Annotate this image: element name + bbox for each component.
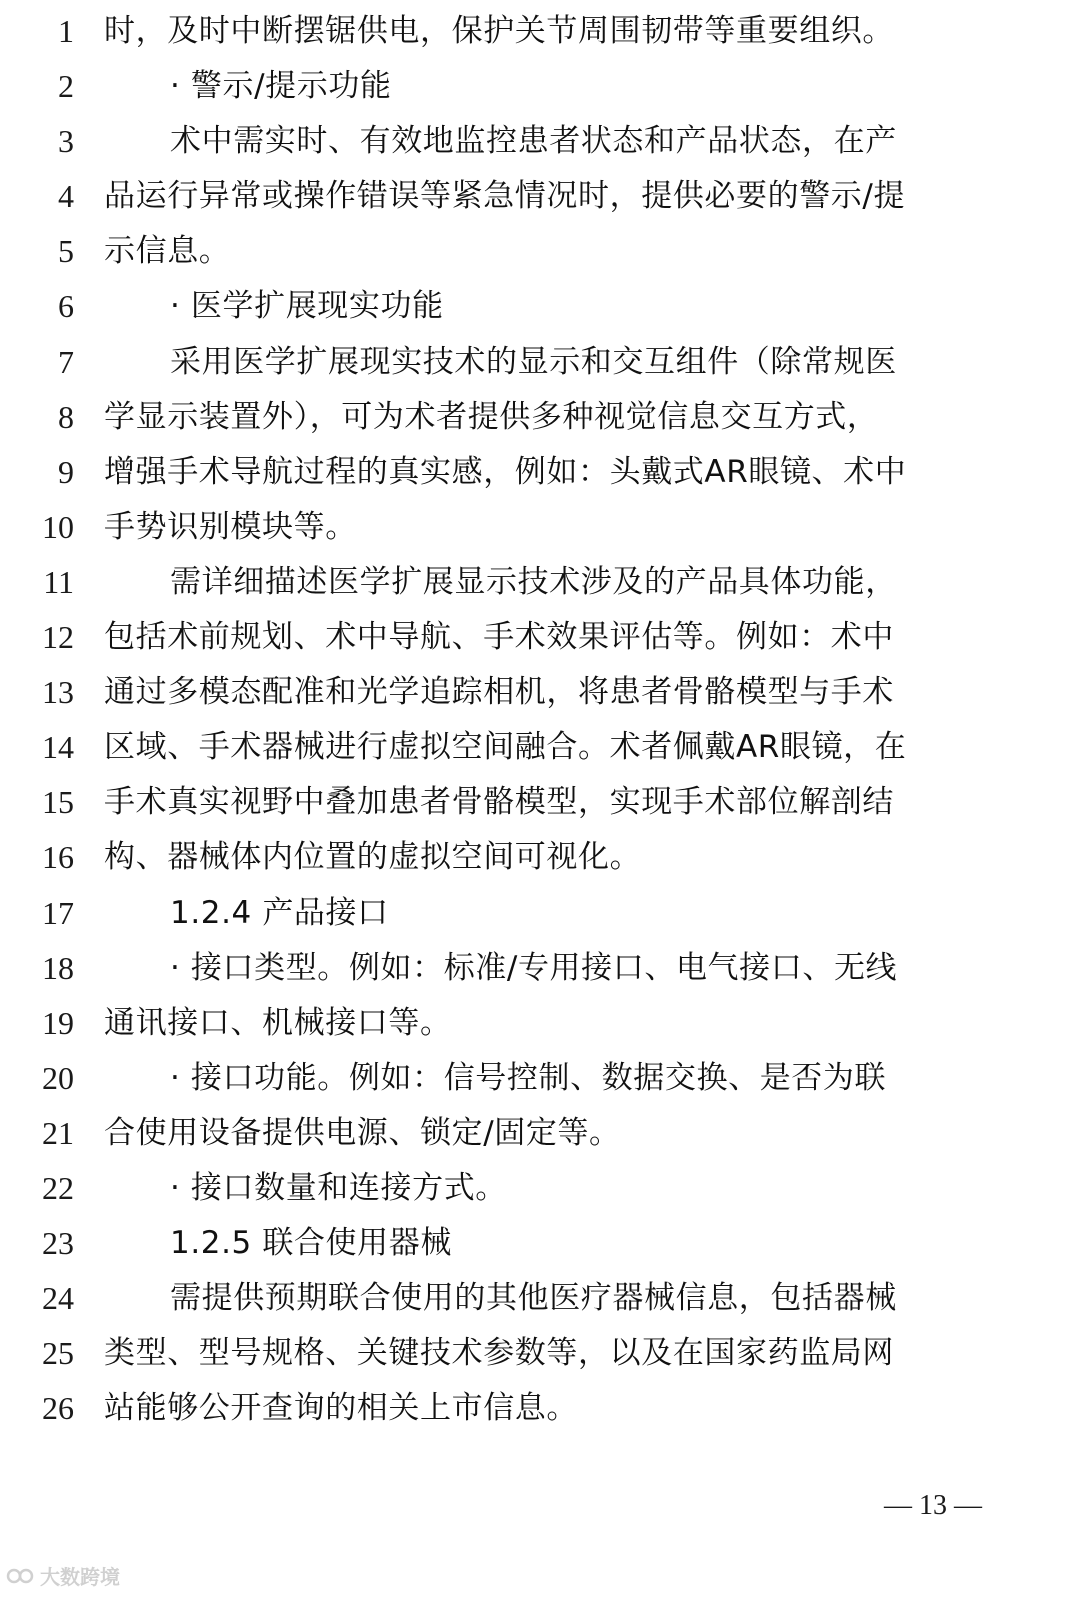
line-number: 7	[58, 343, 74, 380]
document-body	[0, 4, 1080, 1436]
line-number: 3	[58, 123, 74, 160]
document-line	[0, 996, 1080, 1051]
line-text: 合使用设备提供电源、锁定/固定等。	[104, 1114, 621, 1151]
line-text: 手势识别模块等。	[104, 508, 357, 545]
document-line	[0, 1106, 1080, 1161]
line-text: 1.2.4 产品接口	[170, 894, 389, 931]
line-number: 6	[58, 288, 74, 325]
document-line	[0, 720, 1080, 775]
document-line	[0, 555, 1080, 610]
document-line	[0, 830, 1080, 885]
line-number: 12	[42, 619, 74, 656]
document-line	[0, 169, 1080, 224]
document-line	[0, 445, 1080, 500]
line-number: 4	[58, 178, 74, 215]
line-text: 时，及时中断摆锯供电，保护关节周围韧带等重要组织。	[104, 13, 894, 49]
line-text: 术中需实时、有效地监控患者状态和产品状态，在产	[170, 123, 897, 160]
line-text: 类型、型号规格、关键技术参数等，以及在国家药监局网	[104, 1335, 894, 1372]
document-line	[0, 1271, 1080, 1326]
document-line	[0, 224, 1080, 279]
line-number: 26	[42, 1390, 74, 1427]
document-line	[0, 114, 1080, 169]
line-text: 通过多模态配准和光学追踪相机，将患者骨骼模型与手术	[104, 674, 894, 711]
line-number: 11	[43, 563, 74, 600]
document-line	[0, 941, 1080, 996]
line-number: 19	[42, 1004, 74, 1041]
line-number: 9	[58, 453, 74, 490]
line-number: 15	[42, 784, 74, 821]
line-number: 10	[42, 508, 74, 545]
line-text: 需提供预期联合使用的其他医疗器械信息，包括器械	[170, 1280, 897, 1317]
document-line	[0, 775, 1080, 830]
brand-logo-icon	[6, 1565, 36, 1587]
line-text: 采用医学扩展现实技术的显示和交互组件（除常规医	[170, 343, 897, 380]
document-line	[0, 1161, 1080, 1216]
line-number: 8	[58, 398, 74, 435]
line-number: 16	[42, 839, 74, 876]
line-text: 增强手术导航过程的真实感，例如：头戴式AR眼镜、术中	[104, 453, 907, 490]
line-number: 1	[58, 13, 74, 49]
line-text: 需详细描述医学扩展显示技术涉及的产品具体功能，	[170, 563, 897, 600]
line-number: 14	[42, 729, 74, 766]
line-number: 20	[42, 1059, 74, 1096]
line-number: 18	[42, 949, 74, 986]
line-text: · 接口功能。例如：信号控制、数据交换、是否为联	[170, 1059, 887, 1096]
document-line	[0, 279, 1080, 334]
line-number: 5	[58, 233, 74, 270]
line-text: 示信息。	[104, 233, 231, 270]
line-number: 21	[42, 1114, 74, 1151]
line-text: 区域、手术器械进行虚拟空间融合。术者佩戴AR眼镜，在	[104, 729, 907, 766]
document-line	[0, 500, 1080, 555]
document-line	[0, 665, 1080, 720]
watermark	[6, 1561, 120, 1590]
page-number: — 13 —	[884, 1490, 982, 1521]
document-line	[0, 1051, 1080, 1106]
line-text: · 警示/提示功能	[170, 68, 392, 105]
line-number: 22	[42, 1169, 74, 1206]
line-number: 25	[42, 1335, 74, 1372]
line-number: 23	[42, 1225, 74, 1262]
line-text: 站能够公开查询的相关上市信息。	[104, 1390, 578, 1427]
line-number: 17	[42, 894, 74, 931]
document-line	[0, 390, 1080, 445]
line-number: 2	[58, 68, 74, 105]
document-line	[0, 4, 1080, 59]
line-text: 构、器械体内位置的虚拟空间可视化。	[104, 839, 642, 876]
document-line	[0, 1216, 1080, 1271]
line-number: 13	[42, 674, 74, 711]
document-line	[0, 610, 1080, 665]
line-text: 通讯接口、机械接口等。	[104, 1004, 452, 1041]
line-text: 包括术前规划、术中导航、手术效果评估等。例如：术中	[104, 619, 894, 656]
document-line	[0, 1326, 1080, 1381]
document-line	[0, 59, 1080, 114]
line-text: · 接口数量和连接方式。	[170, 1169, 507, 1206]
line-text: 学显示装置外），可为术者提供多种视觉信息交互方式，	[104, 398, 879, 435]
document-line	[0, 335, 1080, 390]
line-number: 24	[42, 1280, 74, 1317]
watermark-text: 大数跨境	[40, 1565, 120, 1589]
line-text: 手术真实视野中叠加患者骨骼模型，实现手术部位解剖结	[104, 784, 894, 821]
document-line	[0, 1381, 1080, 1436]
line-text: 1.2.5 联合使用器械	[170, 1225, 452, 1262]
document-line	[0, 886, 1080, 941]
line-text: 品运行异常或操作错误等紧急情况时，提供必要的警示/提	[104, 178, 906, 215]
line-text: · 接口类型。例如：标准/专用接口、电气接口、无线	[170, 949, 898, 986]
line-text: · 医学扩展现实功能	[170, 288, 444, 325]
